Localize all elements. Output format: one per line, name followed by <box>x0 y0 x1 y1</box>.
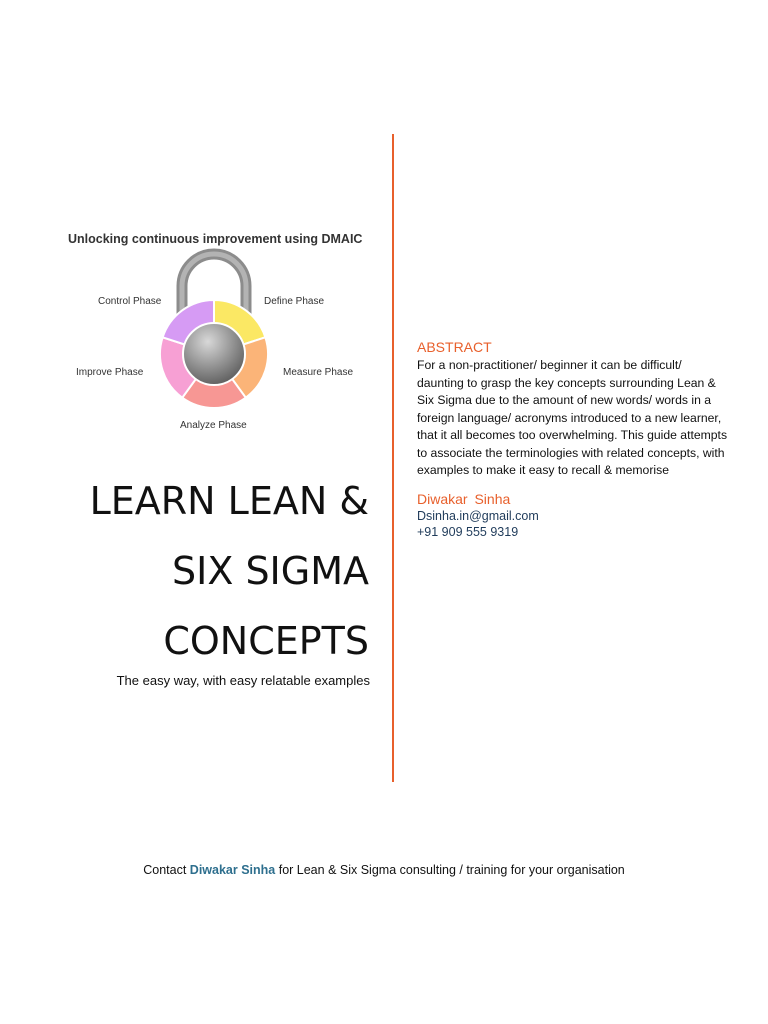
dmaic-lock-diagram <box>60 226 370 438</box>
author-name: Diwakar Sinha <box>417 490 511 507</box>
footer-author-name: Diwakar Sinha <box>189 863 276 877</box>
label-improve-phase: Improve Phase <box>76 367 144 378</box>
title-line-1: LEARN LEAN & <box>89 479 369 523</box>
subtitle: The easy way, with easy relatable examples <box>116 673 370 688</box>
label-control-phase: Control Phase <box>98 296 162 307</box>
footer-suffix: for Lean & Six Sigma consulting / training for your organisation <box>275 863 625 877</box>
author-email: Dsinha.in@gmail.com <box>417 508 539 523</box>
diagram-title: Unlocking continuous improvement using DMAIC <box>68 232 363 246</box>
lock-center-knob <box>183 323 245 385</box>
vertical-divider <box>392 134 394 782</box>
title-line-2: SIX SIGMA <box>172 549 369 593</box>
title-line-3: CONCEPTS <box>163 619 369 663</box>
dmaic-lock-svg <box>60 226 370 438</box>
abstract-heading: ABSTRACT <box>417 339 492 355</box>
label-measure-phase: Measure Phase <box>283 367 354 378</box>
footer-contact <box>0 863 768 877</box>
abstract-column <box>417 338 729 540</box>
abstract-body: For a non-practitioner/ beginner it can be difficult/ daunting to grasp the key concepts surrounding Lean & Six Sigma due to the amount of new words/ words in a foreign language/ acronyms introduced to a new learner, that it all becomes too overwhelming. This guide attempts to associate the terminologies with related concepts, with examples to make it easy to recall & memorise <box>417 358 728 477</box>
author-phone: +91 909 555 9319 <box>417 524 519 539</box>
main-title <box>29 466 369 676</box>
footer-prefix: Contact <box>143 863 190 877</box>
label-define-phase: Define Phase <box>264 296 325 307</box>
label-analyze-phase: Analyze Phase <box>180 420 247 431</box>
